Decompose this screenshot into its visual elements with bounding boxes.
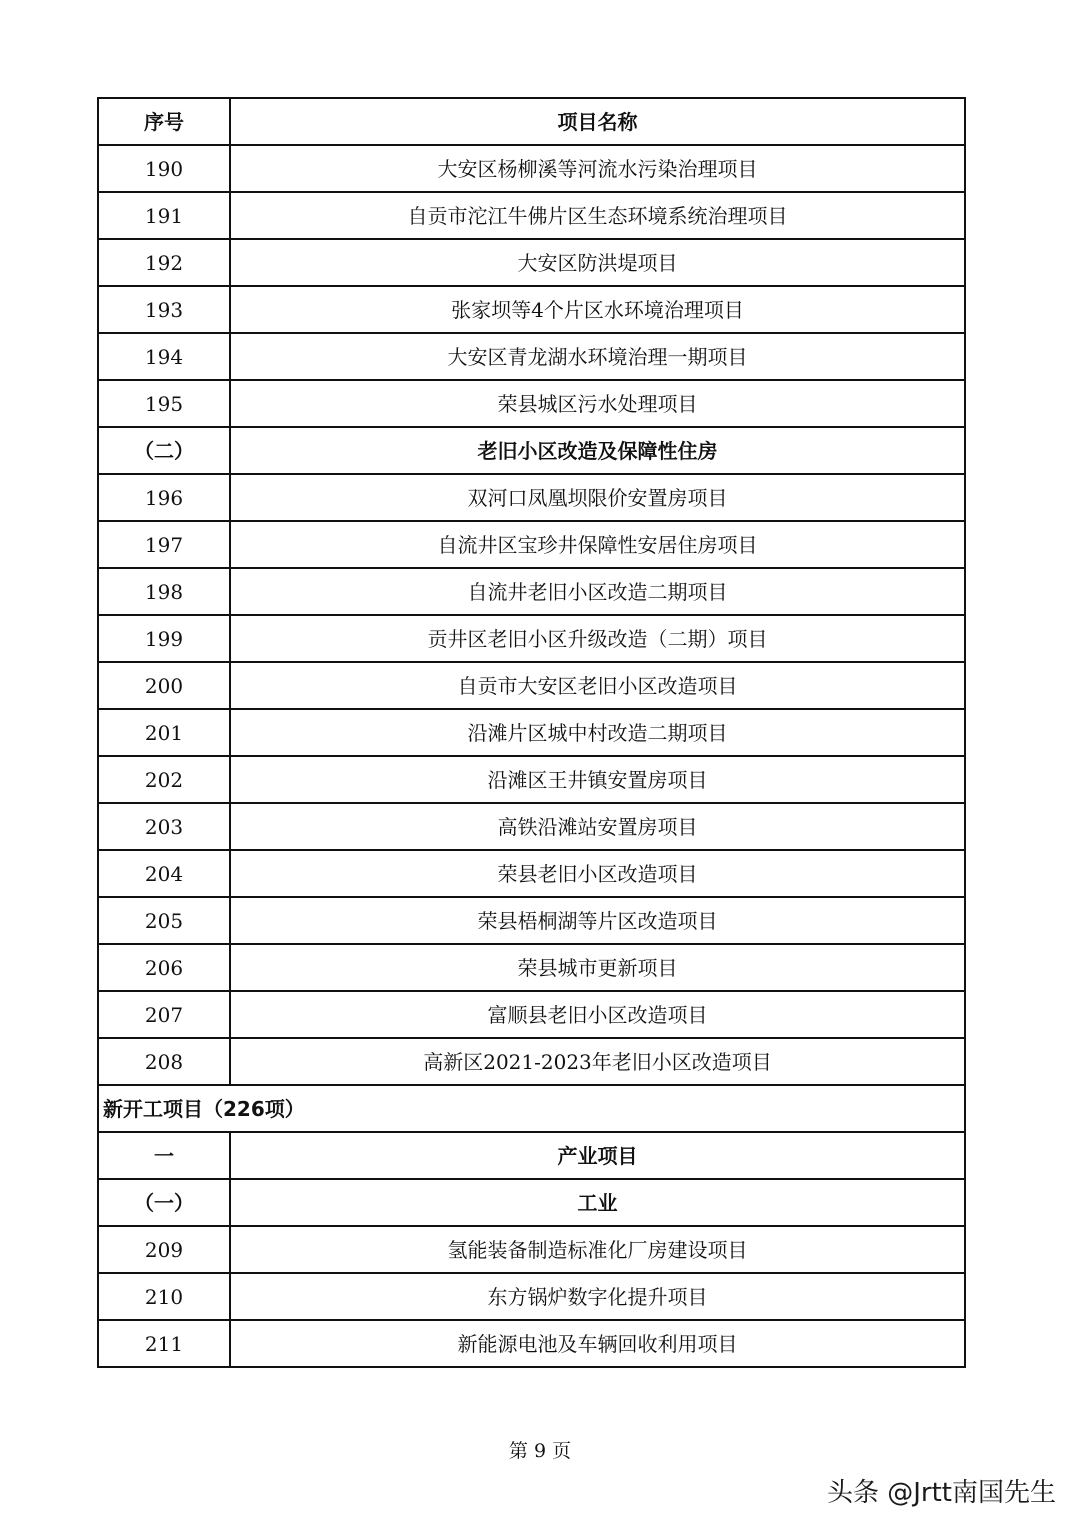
table-row (98, 239, 965, 286)
section-row (98, 1179, 965, 1226)
project-name: 东方锅炉数字化提升项目 (230, 1273, 965, 1320)
serial-number: 193 (98, 286, 230, 333)
serial-number: 211 (98, 1320, 230, 1367)
section-title: 工业 (230, 1179, 965, 1226)
header-project-name: 项目名称 (230, 98, 965, 145)
serial-number: 191 (98, 192, 230, 239)
project-name: 自贡市大安区老旧小区改造项目 (230, 662, 965, 709)
table-row (98, 145, 965, 192)
serial-number: 198 (98, 568, 230, 615)
serial-number: 206 (98, 944, 230, 991)
project-name: 沿滩片区城中村改造二期项目 (230, 709, 965, 756)
table-row (98, 662, 965, 709)
serial-number: 202 (98, 756, 230, 803)
project-name: 张家坝等4个片区水环境治理项目 (230, 286, 965, 333)
serial-number: 205 (98, 897, 230, 944)
table-row (98, 1320, 965, 1367)
table-row (98, 333, 965, 380)
project-name: 大安区杨柳溪等河流水污染治理项目 (230, 145, 965, 192)
serial-number: 200 (98, 662, 230, 709)
project-name: 荣县城区污水处理项目 (230, 380, 965, 427)
serial-number: 203 (98, 803, 230, 850)
table-row (98, 803, 965, 850)
serial-number: 194 (98, 333, 230, 380)
project-name: 高铁沿滩站安置房项目 (230, 803, 965, 850)
header-serial-number: 序号 (98, 98, 230, 145)
table-row (98, 709, 965, 756)
project-name: 新能源电池及车辆回收利用项目 (230, 1320, 965, 1367)
project-table-body (98, 98, 965, 1367)
project-name: 双河口凤凰坝限价安置房项目 (230, 474, 965, 521)
section-number: 一 (98, 1132, 230, 1179)
table-row (98, 1038, 965, 1085)
project-name: 沿滩区王井镇安置房项目 (230, 756, 965, 803)
serial-number: 204 (98, 850, 230, 897)
watermark: 头条 @Jrtt南国先生 (826, 1478, 1056, 1508)
project-name: 大安区青龙湖水环境治理一期项目 (230, 333, 965, 380)
project-name: 自贡市沱江牛佛片区生态环境系统治理项目 (230, 192, 965, 239)
table-row (98, 850, 965, 897)
table-row (98, 1226, 965, 1273)
category-banner-row (98, 1085, 965, 1132)
serial-number: 196 (98, 474, 230, 521)
project-name: 贡井区老旧小区升级改造（二期）项目 (230, 615, 965, 662)
project-name: 自流井区宝珍井保障性安居住房项目 (230, 521, 965, 568)
project-name: 荣县城市更新项目 (230, 944, 965, 991)
serial-number: 197 (98, 521, 230, 568)
section-row (98, 427, 965, 474)
page-number: 第 9 页 (508, 1440, 572, 1462)
project-name: 自流井老旧小区改造二期项目 (230, 568, 965, 615)
table-row (98, 568, 965, 615)
category-banner: 新开工项目（226项） (98, 1085, 965, 1132)
table-row (98, 897, 965, 944)
table-row (98, 521, 965, 568)
serial-number: 192 (98, 239, 230, 286)
section-title: 产业项目 (230, 1132, 965, 1179)
project-table (97, 97, 966, 1368)
serial-number: 199 (98, 615, 230, 662)
table-row (98, 991, 965, 1038)
table-row (98, 1273, 965, 1320)
table-row (98, 380, 965, 427)
serial-number: 207 (98, 991, 230, 1038)
project-name: 氢能装备制造标准化厂房建设项目 (230, 1226, 965, 1273)
section-number: （二） (98, 427, 230, 474)
section-row (98, 1132, 965, 1179)
section-title: 老旧小区改造及保障性住房 (230, 427, 965, 474)
table-row (98, 615, 965, 662)
section-number: （一） (98, 1179, 230, 1226)
serial-number: 201 (98, 709, 230, 756)
project-name: 荣县老旧小区改造项目 (230, 850, 965, 897)
project-name: 高新区2021-2023年老旧小区改造项目 (230, 1038, 965, 1085)
table-row (98, 286, 965, 333)
serial-number: 209 (98, 1226, 230, 1273)
table-row (98, 192, 965, 239)
serial-number: 190 (98, 145, 230, 192)
project-name: 大安区防洪堤项目 (230, 239, 965, 286)
table-header-row (98, 98, 965, 145)
serial-number: 195 (98, 380, 230, 427)
project-name: 富顺县老旧小区改造项目 (230, 991, 965, 1038)
table-row (98, 474, 965, 521)
table-row (98, 944, 965, 991)
serial-number: 210 (98, 1273, 230, 1320)
table-row (98, 756, 965, 803)
project-name: 荣县梧桐湖等片区改造项目 (230, 897, 965, 944)
serial-number: 208 (98, 1038, 230, 1085)
